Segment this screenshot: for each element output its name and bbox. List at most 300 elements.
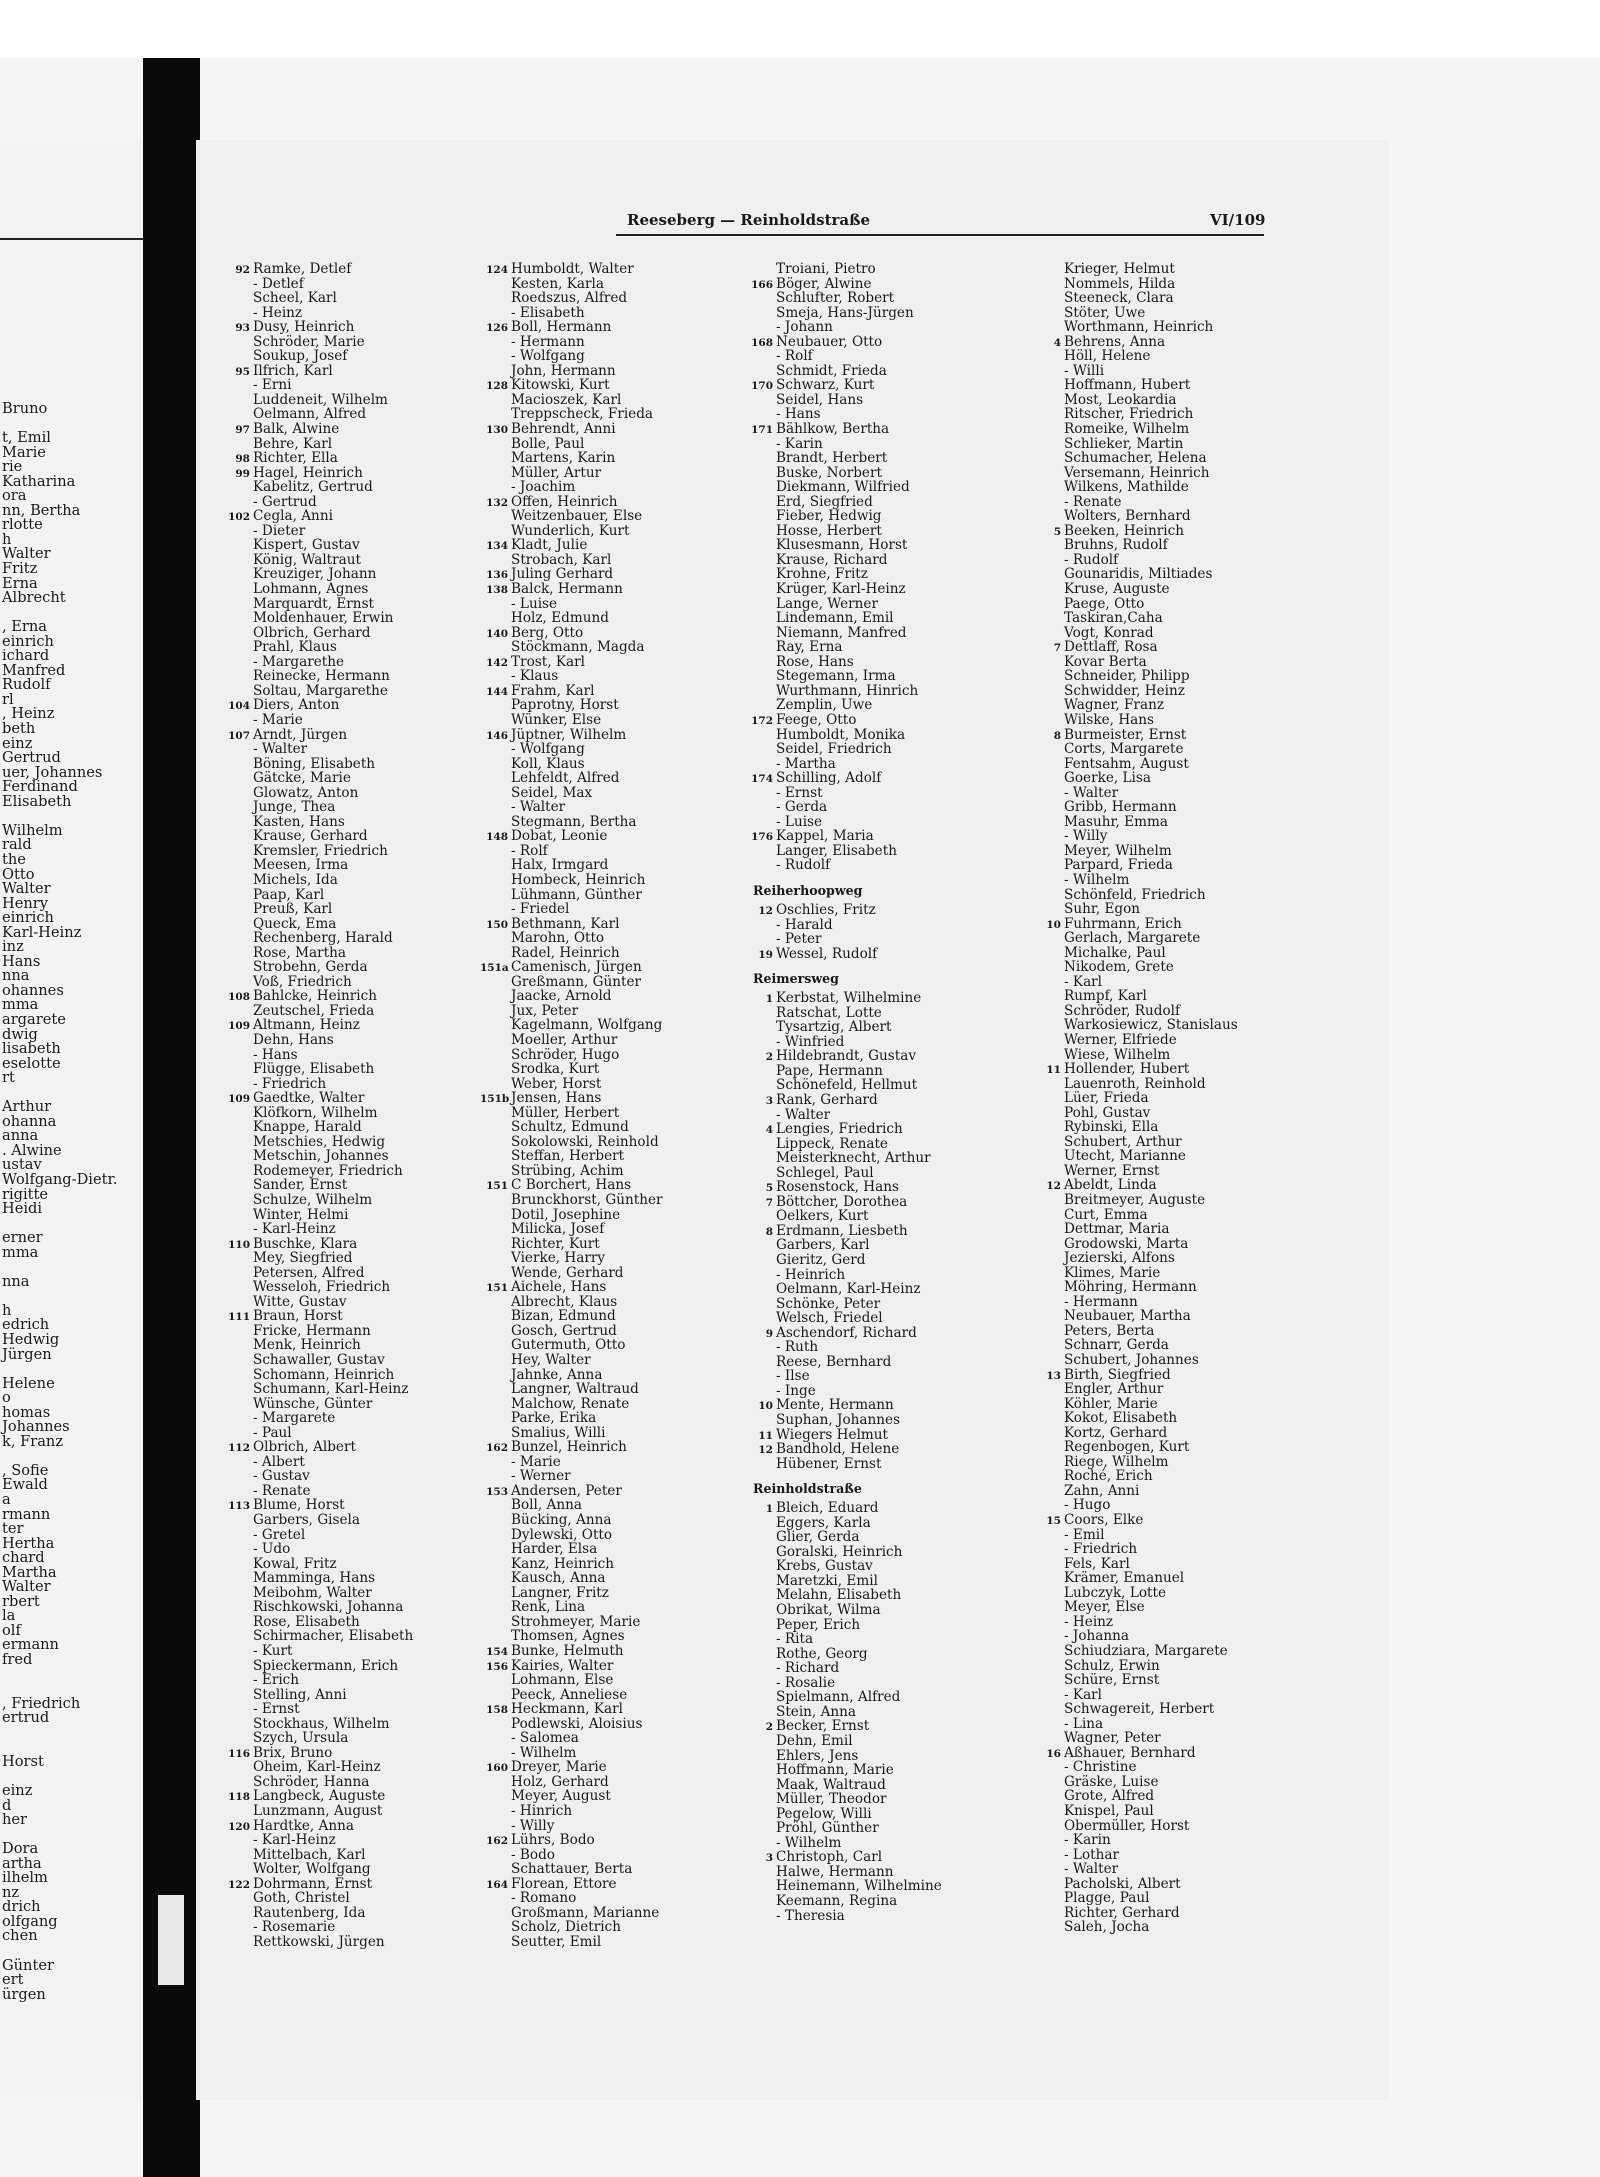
resident-entry — [222, 1062, 477, 1077]
resident-name: Rautenberg, Ida — [253, 1904, 366, 1921]
house-number: 3 — [765, 1094, 773, 1107]
resident-entry — [222, 1906, 477, 1921]
resident-name: Parke, Erika — [511, 1410, 597, 1427]
previous-page-line: . Alwine — [2, 1141, 62, 1159]
house-number: 107 — [228, 729, 250, 742]
resident-name: Kokot, Elisabeth — [1064, 1410, 1178, 1427]
resident-name: Wünsche, Günter — [253, 1395, 373, 1412]
previous-page-line: Arthur — [2, 1098, 52, 1116]
resident-name: Radel, Heinrich — [511, 944, 620, 961]
resident-entry — [1033, 1208, 1303, 1223]
resident-entry — [222, 1338, 477, 1353]
resident-entry — [222, 1571, 477, 1586]
resident-entry — [1033, 1251, 1303, 1266]
resident-name: Camenisch, Jürgen — [511, 959, 642, 976]
resident-entry — [745, 626, 1010, 641]
resident-name: Wünker, Else — [511, 711, 602, 728]
resident-name: Müller, Artur — [511, 464, 602, 481]
resident-name: Gaedtke, Walter — [253, 1090, 365, 1107]
house-number: 10 — [758, 1400, 773, 1413]
resident-name: Soukup, Josef — [253, 348, 348, 365]
resident-entry — [480, 349, 735, 364]
resident-entry — [480, 1644, 735, 1659]
resident-name: - Detlef — [253, 275, 304, 292]
resident-name: - Inge — [776, 1382, 816, 1399]
resident-name: Birth, Siegfried — [1064, 1366, 1171, 1383]
previous-page-line: Dora — [2, 1840, 39, 1858]
house-number: 109 — [228, 1020, 250, 1033]
resident-entry — [1033, 1237, 1303, 1252]
resident-entry — [1033, 1222, 1303, 1237]
previous-page-line: Katharina — [2, 472, 76, 490]
resident-entry — [1033, 1353, 1303, 1368]
resident-entry — [1033, 771, 1303, 786]
resident-entry — [745, 1763, 1010, 1778]
resident-entry — [222, 1237, 477, 1252]
resident-name: Meyer, Wilhelm — [1064, 842, 1172, 859]
resident-name: Schlegel, Paul — [776, 1164, 874, 1181]
resident-name: Lehfeldt, Alfred — [511, 770, 620, 787]
resident-entry — [1033, 626, 1303, 641]
resident-name: Erdmann, Liesbeth — [776, 1222, 908, 1239]
resident-entry — [745, 991, 1010, 1006]
resident-entry — [1033, 1498, 1303, 1513]
resident-name: Scheel, Karl — [253, 290, 337, 307]
house-number: 142 — [486, 656, 508, 669]
resident-name: Hosse, Herbert — [776, 522, 882, 539]
resident-entry — [745, 306, 1010, 321]
resident-name: Regenbogen, Kurt — [1064, 1439, 1190, 1456]
resident-entry — [745, 640, 1010, 655]
resident-entry — [1033, 1906, 1303, 1921]
resident-entry — [480, 1557, 735, 1572]
resident-name: Dobat, Leonie — [511, 828, 608, 845]
resident-entry — [222, 1455, 477, 1470]
resident-name: Buschke, Klara — [253, 1235, 358, 1252]
resident-entry — [1033, 1644, 1303, 1659]
resident-name: Müller, Herbert — [511, 1104, 620, 1121]
resident-name: Schumann, Karl-Heinz — [253, 1381, 409, 1398]
resident-entry — [1033, 1659, 1303, 1674]
resident-entry — [745, 713, 1010, 728]
resident-entry — [480, 669, 735, 684]
previous-page-line: Johannes — [2, 1418, 70, 1436]
resident-entry — [745, 655, 1010, 670]
resident-entry — [745, 829, 1010, 844]
resident-name: Schwarz, Kurt — [776, 377, 875, 394]
resident-entry — [1033, 742, 1303, 757]
resident-name: König, Waltraut — [253, 551, 361, 568]
resident-entry — [1033, 800, 1303, 815]
resident-name: Bethmann, Karl — [511, 915, 620, 932]
resident-entry — [1033, 858, 1303, 873]
house-number: 12 — [758, 1444, 773, 1457]
resident-entry — [222, 1469, 477, 1484]
resident-name: Halwe, Hermann — [776, 1863, 894, 1880]
resident-name: Richter, Gerhard — [1064, 1904, 1180, 1921]
resident-name: Schneider, Philipp — [1064, 668, 1190, 685]
resident-name: - Werner — [511, 1468, 571, 1485]
house-number: 170 — [751, 380, 773, 393]
resident-name: Jaacke, Arnold — [511, 988, 612, 1005]
resident-name: - Hermann — [1064, 1293, 1138, 1310]
resident-entry — [480, 1149, 735, 1164]
resident-entry — [745, 1632, 1010, 1647]
resident-name: Romeike, Wilhelm — [1064, 421, 1190, 438]
resident-name: Großmann, Marianne — [511, 1904, 660, 1921]
resident-entry — [745, 393, 1010, 408]
resident-name: Stöter, Uwe — [1064, 304, 1146, 321]
resident-name: Kispert, Gustav — [253, 537, 360, 554]
resident-name: Klöfkorn, Wilhelm — [253, 1104, 378, 1121]
resident-entry — [480, 1848, 735, 1863]
resident-entry — [745, 1865, 1010, 1880]
resident-entry — [222, 815, 477, 830]
resident-name: Peters, Berta — [1064, 1322, 1155, 1339]
resident-entry — [222, 1309, 477, 1324]
resident-name: Schultz, Edmund — [511, 1119, 629, 1136]
resident-entry — [1033, 524, 1303, 539]
resident-entry — [222, 597, 477, 612]
resident-name: Schönefeld, Hellmut — [776, 1077, 918, 1094]
resident-name: Schmidt, Frieda — [776, 362, 887, 379]
resident-name: - Rudolf — [776, 857, 831, 874]
resident-entry — [222, 1266, 477, 1281]
resident-name: Christoph, Carl — [776, 1849, 883, 1866]
house-number: 2 — [765, 1721, 773, 1734]
resident-name: Oschlies, Fritz — [776, 901, 876, 918]
resident-name: Zeutschel, Frieda — [253, 1002, 375, 1019]
resident-entry — [222, 1629, 477, 1644]
resident-entry — [222, 1048, 477, 1063]
resident-entry — [480, 277, 735, 292]
resident-entry — [745, 1545, 1010, 1560]
resident-entry — [1033, 1382, 1303, 1397]
resident-name: Obermüller, Horst — [1064, 1817, 1190, 1834]
resident-entry — [1033, 1048, 1303, 1063]
resident-entry — [1033, 597, 1303, 612]
resident-name: - Ernst — [253, 1701, 300, 1718]
resident-name: - Rosalie — [776, 1674, 836, 1691]
resident-entry — [745, 1398, 1010, 1413]
resident-name: Abeldt, Linda — [1064, 1177, 1157, 1194]
resident-name: Milicka, Josef — [511, 1221, 605, 1238]
resident-entry — [1033, 698, 1303, 713]
resident-entry — [745, 1559, 1010, 1574]
resident-name: Böning, Elisabeth — [253, 755, 376, 772]
resident-entry — [745, 1369, 1010, 1384]
resident-name: Juling Gerhard — [511, 566, 614, 583]
resident-entry — [745, 320, 1010, 335]
resident-name: Feege, Otto — [776, 711, 857, 728]
resident-entry — [745, 407, 1010, 422]
house-number: 4 — [1053, 336, 1061, 349]
resident-name: Stöckmann, Magda — [511, 639, 645, 656]
resident-entry — [222, 1498, 477, 1513]
resident-entry — [480, 320, 735, 335]
previous-page-line: mma — [2, 1243, 39, 1261]
resident-name: Marohn, Otto — [511, 930, 605, 947]
resident-name: Seidel, Max — [511, 784, 593, 801]
street-heading: Reiherhoopweg — [753, 882, 863, 898]
resident-entry — [480, 597, 735, 612]
resident-name: - Martha — [776, 755, 836, 772]
resident-entry — [480, 1877, 735, 1892]
resident-entry — [1033, 1775, 1303, 1790]
resident-name: - Gerda — [776, 799, 828, 816]
resident-name: - Hugo — [1064, 1497, 1111, 1514]
resident-entry — [1033, 1877, 1303, 1892]
resident-entry — [745, 1588, 1010, 1603]
resident-name: Stelling, Anni — [253, 1686, 347, 1703]
previous-page-line: Marie — [2, 443, 46, 461]
resident-name: Andersen, Peter — [511, 1482, 622, 1499]
resident-entry — [480, 655, 735, 670]
resident-name: Wolter, Wolfgang — [253, 1861, 371, 1878]
resident-entry — [480, 1091, 735, 1106]
resident-name: Glier, Gerda — [776, 1529, 860, 1546]
resident-name: Schiudziara, Margarete — [1064, 1642, 1228, 1659]
resident-name: - Gustav — [253, 1468, 310, 1485]
resident-name: Ritscher, Friedrich — [1064, 406, 1194, 423]
resident-name: - Walter — [253, 741, 308, 758]
resident-name: Dettlaff, Rosa — [1064, 639, 1158, 656]
resident-name: Braun, Horst — [253, 1308, 343, 1325]
resident-name: - Heinz — [1064, 1613, 1114, 1630]
resident-entry — [480, 524, 735, 539]
previous-page-line: nna — [2, 967, 30, 985]
resident-entry — [222, 1659, 477, 1674]
resident-entry — [480, 1135, 735, 1150]
resident-name: Werner, Ernst — [1064, 1162, 1160, 1179]
resident-entry — [222, 1353, 477, 1368]
resident-name: - Hinrich — [511, 1802, 573, 1819]
resident-entry — [1033, 655, 1303, 670]
resident-name: Müller, Theodor — [776, 1791, 887, 1808]
resident-entry — [480, 1469, 735, 1484]
resident-name: Wessel, Rudolf — [776, 945, 878, 962]
resident-name: Höll, Helene — [1064, 348, 1151, 365]
resident-entry — [222, 509, 477, 524]
resident-name: Schirmacher, Elisabeth — [253, 1628, 414, 1645]
resident-name: Smeja, Hans-Jürgen — [776, 304, 914, 321]
resident-name: Greßmann, Günter — [511, 973, 642, 990]
resident-name: Schwagereit, Herbert — [1064, 1701, 1215, 1718]
resident-entry — [480, 1833, 735, 1848]
previous-page-line: nn, Bertha — [2, 501, 81, 519]
previous-page-line: argarete — [2, 1010, 66, 1028]
house-number: 168 — [751, 336, 773, 349]
house-number: 166 — [751, 278, 773, 291]
resident-entry — [222, 407, 477, 422]
resident-entry — [745, 277, 1010, 292]
resident-name: Keemann, Regina — [776, 1892, 898, 1909]
resident-entry — [222, 364, 477, 379]
resident-entry — [222, 669, 477, 684]
resident-entry — [480, 931, 735, 946]
resident-name: - Renate — [253, 1482, 311, 1499]
resident-name: Metschies, Hedwig — [253, 1133, 386, 1150]
resident-entry — [1033, 1120, 1303, 1135]
resident-entry — [480, 1804, 735, 1819]
resident-entry — [222, 1688, 477, 1703]
resident-entry — [745, 815, 1010, 830]
resident-name: Holz, Gerhard — [511, 1773, 609, 1790]
house-number: 9 — [765, 1327, 773, 1340]
resident-name: Podlewski, Aloisius — [511, 1715, 643, 1732]
resident-entry — [222, 1208, 477, 1223]
house-number: 126 — [486, 322, 508, 335]
house-number: 102 — [228, 511, 250, 524]
house-number: 97 — [235, 424, 250, 437]
resident-entry — [1033, 1920, 1303, 1935]
previous-page-line: ora — [2, 487, 27, 505]
resident-entry — [222, 1644, 477, 1659]
resident-entry — [480, 1237, 735, 1252]
house-number: 151a — [480, 962, 509, 975]
resident-name: Halx, Irmgard — [511, 857, 609, 874]
resident-name: Behrens, Anna — [1064, 333, 1166, 350]
house-number: 15 — [1046, 1515, 1061, 1528]
resident-name: Goralski, Heinrich — [776, 1543, 903, 1560]
resident-name: - Willi — [1064, 362, 1105, 379]
resident-entry — [222, 553, 477, 568]
resident-name: Mittelbach, Karl — [253, 1846, 366, 1863]
resident-entry — [222, 728, 477, 743]
resident-entry — [745, 1166, 1010, 1181]
resident-entry — [222, 1193, 477, 1208]
resident-name: Saleh, Jocha — [1064, 1919, 1150, 1936]
resident-entry — [480, 1033, 735, 1048]
resident-name: Engler, Arthur — [1064, 1381, 1164, 1398]
resident-entry — [480, 728, 735, 743]
resident-entry — [745, 1428, 1010, 1443]
resident-entry — [480, 495, 735, 510]
resident-entry — [222, 1877, 477, 1892]
house-number: 92 — [235, 264, 250, 276]
previous-page-line: the — [2, 850, 26, 868]
previous-page-line: ertrud — [2, 1709, 50, 1727]
resident-name: Schubert, Arthur — [1064, 1133, 1182, 1150]
resident-entry — [222, 1440, 477, 1455]
resident-name: Schwidder, Heinz — [1064, 682, 1185, 699]
resident-name: Jüptner, Wilhelm — [511, 726, 627, 743]
resident-name: Gräske, Luise — [1064, 1773, 1159, 1790]
resident-entry — [1033, 975, 1303, 990]
resident-name: Michels, Ida — [253, 871, 338, 888]
resident-name: - Winfried — [776, 1033, 845, 1050]
resident-name: Garbers, Karl — [776, 1237, 870, 1254]
resident-name: Eggers, Karla — [776, 1514, 871, 1531]
resident-entry — [222, 1120, 477, 1135]
resident-entry — [480, 1775, 735, 1790]
house-number: 12 — [1046, 1180, 1061, 1193]
resident-name: Reinecke, Hermann — [253, 668, 390, 685]
resident-name: Dohrmann, Ernst — [253, 1875, 373, 1892]
resident-entry — [745, 844, 1010, 859]
resident-name: - Gertrud — [253, 493, 317, 510]
resident-entry — [745, 597, 1010, 612]
house-number: 1 — [765, 993, 773, 1006]
header-rule — [616, 234, 1264, 236]
resident-name: - Ernst — [776, 784, 823, 801]
previous-page-line: her — [2, 1811, 28, 1829]
resident-name: Albrecht, Klaus — [511, 1293, 618, 1310]
resident-entry — [1033, 1688, 1303, 1703]
resident-name: Holz, Edmund — [511, 610, 609, 627]
resident-name: Weitzenbauer, Else — [511, 508, 643, 525]
resident-name: Jahnke, Anna — [511, 1366, 603, 1383]
resident-name: Fuhrmann, Erich — [1064, 915, 1182, 932]
resident-entry — [222, 1775, 477, 1790]
resident-name: - Christine — [1064, 1759, 1137, 1776]
resident-name: - Rudolf — [1064, 551, 1119, 568]
resident-entry — [745, 1530, 1010, 1545]
resident-entry — [480, 538, 735, 553]
house-number: 134 — [486, 540, 508, 553]
previous-page-line: dwig — [2, 1025, 38, 1043]
resident-name: C Borchert, Hans — [511, 1177, 632, 1194]
resident-entry — [480, 713, 735, 728]
resident-name: Utecht, Marianne — [1064, 1148, 1186, 1165]
resident-name: Grodowski, Marta — [1064, 1235, 1189, 1252]
resident-name: Altmann, Heinz — [253, 1017, 360, 1034]
resident-entry — [222, 684, 477, 699]
previous-page-line: Martha — [2, 1563, 57, 1581]
resident-entry — [1033, 262, 1303, 277]
resident-entry — [222, 567, 477, 582]
resident-name: - Friedrich — [1064, 1541, 1138, 1558]
resident-name: Strobach, Karl — [511, 551, 612, 568]
previous-page-line: ustav — [2, 1156, 42, 1174]
resident-name: Bählkow, Bertha — [776, 421, 890, 438]
resident-entry — [1033, 640, 1303, 655]
resident-name: Wilkens, Mathilde — [1064, 479, 1189, 496]
house-number: 144 — [486, 685, 508, 698]
resident-entry — [1033, 1542, 1303, 1557]
resident-name: Strübing, Achim — [511, 1162, 624, 1179]
previous-page-line: ohannes — [2, 981, 64, 999]
resident-name: Strohmeyer, Marie — [511, 1613, 641, 1630]
resident-name: Ehlers, Jens — [776, 1747, 859, 1764]
resident-name: - Emil — [1064, 1526, 1105, 1543]
previous-page-line: Walter — [2, 545, 51, 563]
resident-entry — [480, 1397, 735, 1412]
house-number: 111 — [228, 1311, 250, 1324]
resident-name: Kausch, Anna — [511, 1570, 606, 1587]
resident-name: - Peter — [776, 931, 822, 948]
resident-name: Schulze, Wilhelm — [253, 1192, 373, 1208]
resident-name: Szych, Ursula — [253, 1730, 349, 1747]
resident-entry — [222, 888, 477, 903]
resident-entry — [480, 1178, 735, 1193]
resident-entry — [745, 1719, 1010, 1734]
resident-name: Langbeck, Auguste — [253, 1788, 386, 1805]
resident-name: - Luise — [776, 813, 823, 830]
resident-name: Humboldt, Monika — [776, 726, 906, 743]
resident-name: - Bodo — [511, 1846, 555, 1863]
resident-name: Schubert, Johannes — [1064, 1352, 1199, 1369]
house-number: 154 — [486, 1645, 508, 1658]
resident-entry — [480, 1120, 735, 1135]
house-number: 132 — [486, 496, 508, 509]
resident-entry — [1033, 1702, 1303, 1717]
resident-name: - Wolfgang — [511, 348, 585, 365]
page-title: Reeseberg — Reinholdstraße — [627, 211, 871, 229]
resident-entry — [480, 844, 735, 859]
resident-entry — [222, 858, 477, 873]
resident-name: Kagelmann, Wolfgang — [511, 1017, 663, 1034]
